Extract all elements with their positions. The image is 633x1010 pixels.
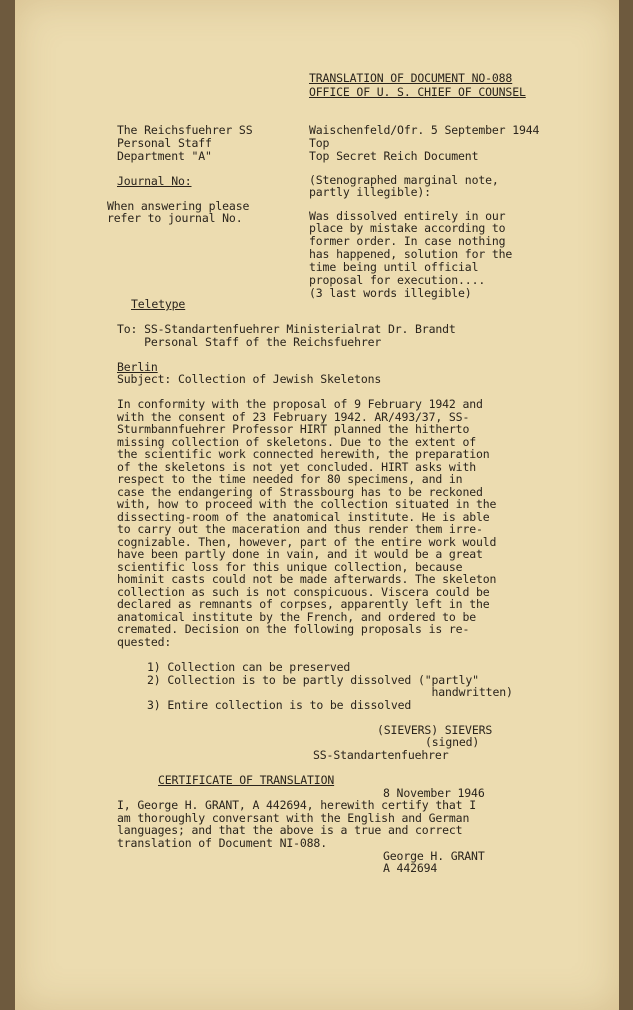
certificate-signer-name: George H. GRANT xyxy=(383,849,485,863)
certificate-date: 8 November 1946 xyxy=(383,786,485,800)
body-line: quested: xyxy=(117,635,172,649)
body-line: In conformity with the proposal of 9 February 1942 and xyxy=(117,397,483,411)
proposal-2-note: handwritten) xyxy=(147,685,513,699)
berlin: Berlin xyxy=(117,360,158,374)
body-line: of the skeletons is not yet concluded. HIRT asks with xyxy=(117,460,477,474)
answering-line-2: refer to journal No. xyxy=(107,211,243,225)
to-line-2: Personal Staff of the Reichsfuehrer xyxy=(117,335,382,349)
body-line: dissecting-room of the anatomical institute. He is able xyxy=(117,510,490,524)
signature-name: (SIEVERS) SIEVERS xyxy=(377,723,493,737)
body-line: missing collection of skeletons. Due to the extent of xyxy=(117,435,477,449)
certificate-line-3: languages; and that the above is a true and correct xyxy=(117,823,463,837)
body-line: cognizable. Then, however, part of the entire work would xyxy=(117,535,497,549)
top-label: Top xyxy=(309,136,330,150)
marginal-line-2: place by mistake according to xyxy=(309,221,506,235)
marginal-line-4: has happened, solution for the xyxy=(309,247,513,261)
body-line: with the consent of 23 February 1942. AR/493/37, SS- xyxy=(117,410,470,424)
marginal-line-1: Was dissolved entirely in our xyxy=(309,209,506,223)
body-line: to carry out the maceration and thus render them irre- xyxy=(117,522,483,536)
answering-line-1: When answering please xyxy=(107,199,250,213)
certificate-heading: CERTIFICATE OF TRANSLATION xyxy=(158,773,335,787)
proposal-1: 1) Collection can be preserved xyxy=(147,660,351,674)
header-line-1: TRANSLATION OF DOCUMENT NO-088 xyxy=(309,71,513,85)
document-page xyxy=(15,0,619,1010)
place-date: Waischenfeld/Ofr. 5 September 1944 xyxy=(309,123,540,137)
sender-line-1: The Reichsfuehrer SS xyxy=(117,123,253,137)
marginal-line-7: (3 last words illegible) xyxy=(309,286,472,300)
marginal-line-5: time being until official xyxy=(309,260,479,274)
body-line: respect to the time needed for 80 specimens, and in xyxy=(117,472,463,486)
proposal-3: 3) Entire collection is to be dissolved xyxy=(147,698,412,712)
body-line: with, how to proceed with the collection situated in the xyxy=(117,497,497,511)
sender-line-2: Personal Staff xyxy=(117,136,212,150)
body-line: collection as such is not conspicuous. Viscera could be xyxy=(117,585,490,599)
note-line-1: (Stenographed marginal note, xyxy=(309,173,499,187)
certificate-line-2: am thoroughly conversant with the English and German xyxy=(117,811,470,825)
body-line: have been partly done in vain, and it would be a great xyxy=(117,547,483,561)
body-line: case the endangering of Strassbourg has to be reckoned xyxy=(117,485,483,499)
marginal-line-3: former order. In case nothing xyxy=(309,234,506,248)
body-line: anatomical institute by the French, and ordered to be xyxy=(117,610,477,624)
signature-rank: SS-Standartenfuehrer xyxy=(313,748,449,762)
marginal-line-6: proposal for execution.... xyxy=(309,273,486,287)
certificate-line-4: translation of Document NI-088. xyxy=(117,836,327,850)
teletype-heading: Teletype xyxy=(131,297,186,311)
sender-line-3: Department "A" xyxy=(117,149,212,163)
header-line-2: OFFICE OF U. S. CHIEF OF COUNSEL xyxy=(309,85,526,99)
body-line: Sturmbannfuehrer Professor HIRT planned the hitherto xyxy=(117,422,470,436)
to-line-1: To: SS-Standartenfuehrer Ministerialrat Dr. Brandt xyxy=(117,322,456,336)
proposal-2: 2) Collection is to be partly dissolved ("partly" xyxy=(147,673,479,687)
journal-label: Journal No: xyxy=(117,174,192,188)
body-line: cremated. Decision on the following proposals is re- xyxy=(117,622,470,636)
certificate-line-1: I, George H. GRANT, A 442694, herewith certify that I xyxy=(117,798,477,812)
classification: Top Secret Reich Document xyxy=(309,149,479,163)
body-line: the scientific work connected herewith, the preparation xyxy=(117,447,490,461)
body-line: scientific loss for this unique collection, because xyxy=(117,560,463,574)
body-line: declared as remnants of corpses, apparently left in the xyxy=(117,597,490,611)
subject: Subject: Collection of Jewish Skeletons xyxy=(117,372,382,386)
certificate-signer-id: A 442694 xyxy=(383,861,438,875)
signature-signed: (signed) xyxy=(425,735,480,749)
body-line: hominit casts could not be made afterwards. The skeleton xyxy=(117,572,497,586)
note-line-2: partly illegible): xyxy=(309,185,431,199)
